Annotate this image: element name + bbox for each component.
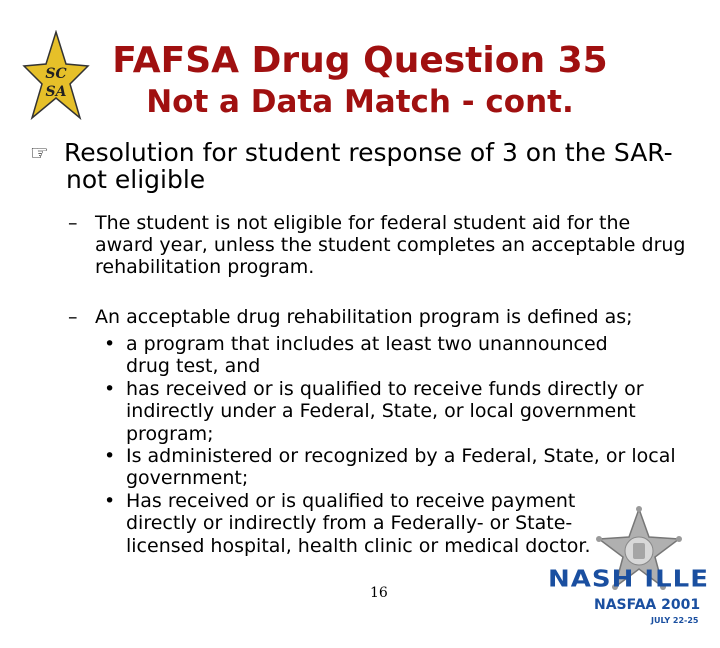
bullet-dot: • [104,489,116,512]
sub-bullet-item [104,333,656,378]
logo-letters-bottom: SA [45,84,67,100]
sub-bullet-item [104,378,666,445]
page-number: 16 [370,585,388,601]
dash-marker: – [68,306,78,328]
sub-bullet-item [104,490,626,557]
pointing-hand-icon: ☞ [30,141,49,165]
sub-bullet-item [104,445,686,490]
bullet-dot: • [104,377,116,400]
dash-item-2 [68,306,688,328]
nasfaa-year-label: NASFAA 2001 [594,597,701,613]
sub-bullet-text: Has received or is qualified to receive payment directly or indirectly from a Federally- or State-licensed hospital, health clinic or medical doctor. [126,489,591,557]
logo-letters-top: SC [45,66,67,82]
main-bullet-line1: Resolution for student response of 3 on the SAR- [64,138,673,167]
conference-dates: JULY 22-25 [651,616,699,625]
bullet-dot: • [104,445,116,468]
nashville-wordmark: NASH ILLE [548,566,709,593]
slide-subtitle: Not a Data Match - cont. [146,84,574,120]
dash-item-text: An acceptable drug rehabilitation program is defined as; [95,306,633,328]
slide-title: FAFSA Drug Question 35 [112,40,608,81]
main-bullet-line2: not eligible [66,165,206,194]
sub-bullet-text: Is administered or recognized by a Federal, State, or local government; [126,445,676,490]
dash-marker: – [68,212,78,234]
bullet-dot: • [104,333,116,355]
sub-bullet-text: a program that includes at least two unannounced drug test, and [126,333,608,378]
dash-item-text: The student is not eligible for federal student aid for the award year, unless the student completes an acceptable drug rehabilitation program. [95,212,686,278]
dash-item-1 [68,212,688,278]
sub-bullet-text: has received or is qualified to receive funds directly or indirectly under a Federal, State, or local government program; [126,377,644,445]
main-bullet [30,139,690,193]
